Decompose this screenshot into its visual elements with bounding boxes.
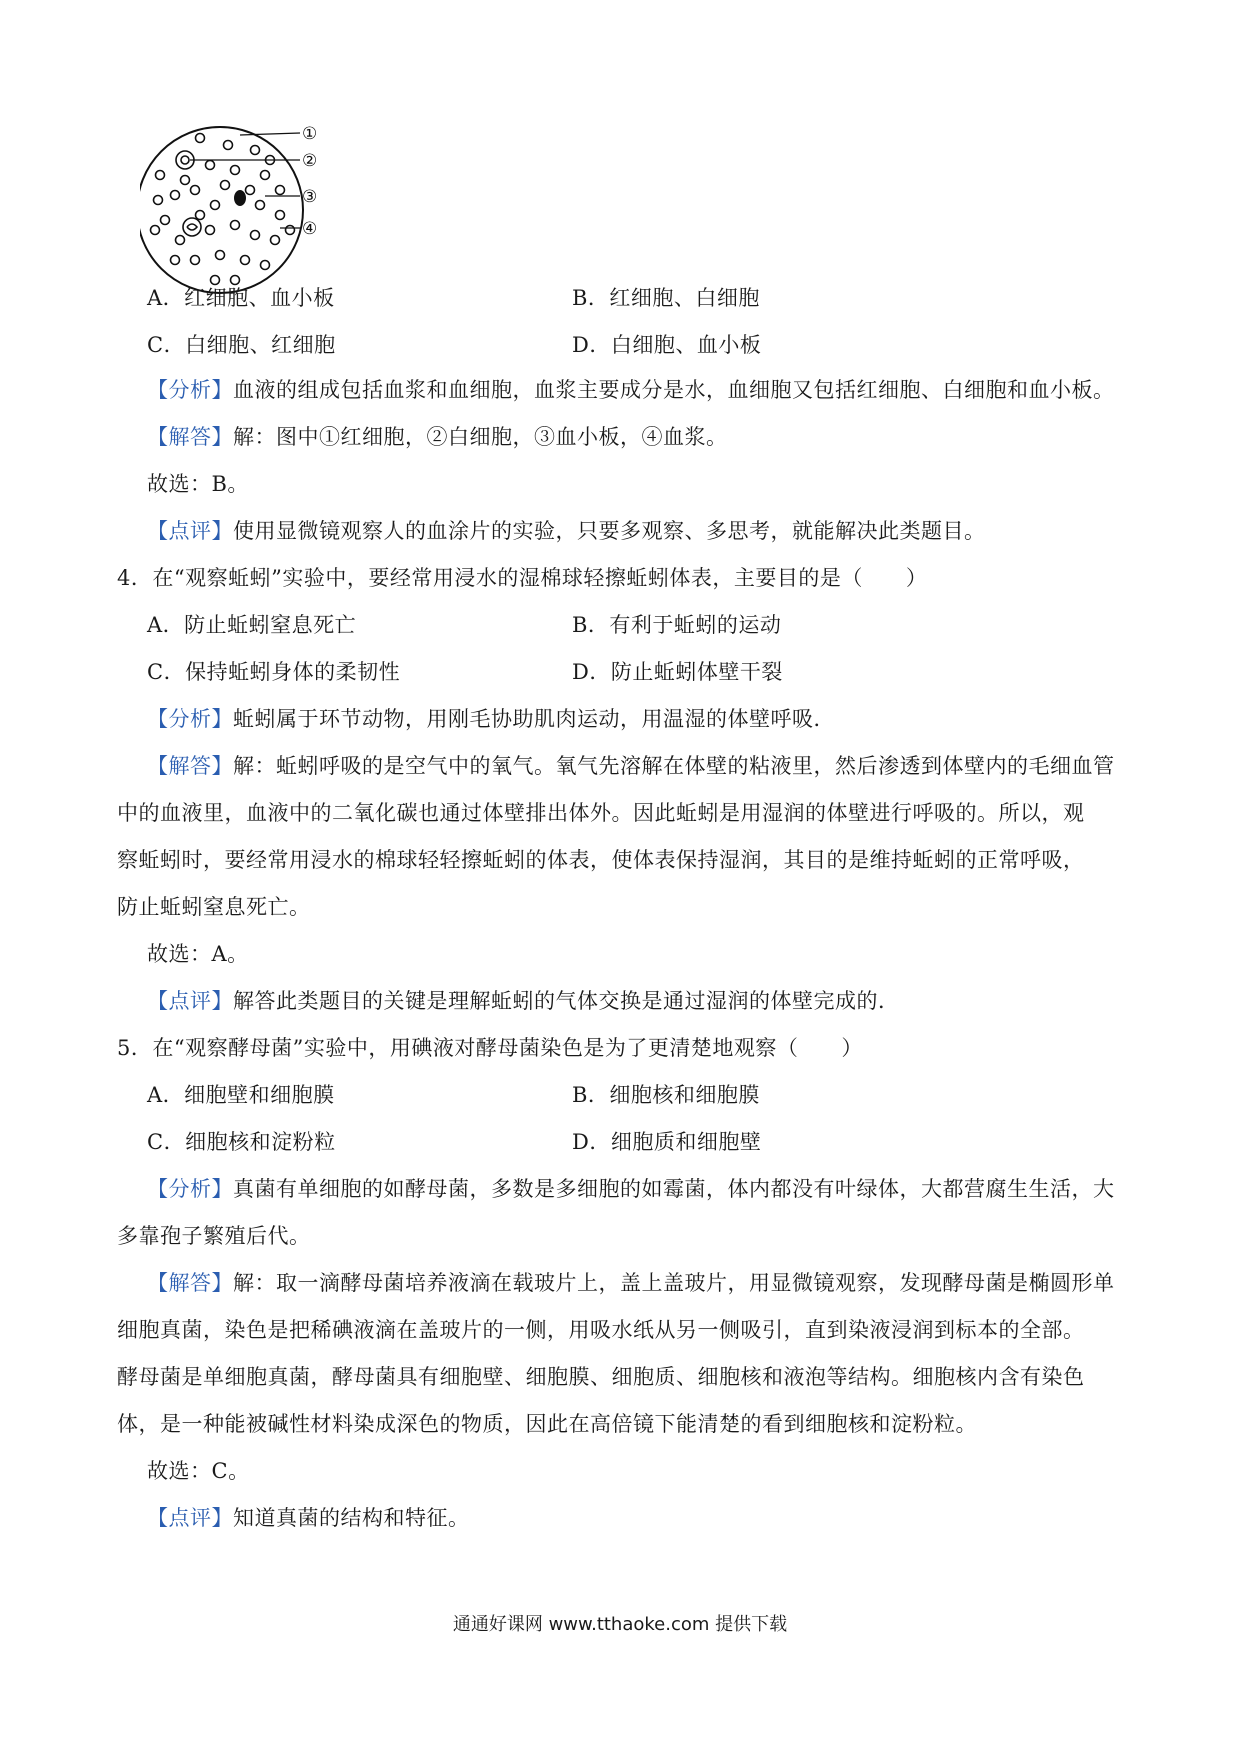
q5-option-a: A．细胞壁和细胞膜: [147, 1083, 335, 1107]
red-blood-cell: [276, 186, 285, 195]
q4-answer-line-2: 中的血液里，血液中的二氧化碳也通过体壁排出体外。因此蚯蚓是用湿润的体壁进行呼吸的。所以，观: [117, 801, 1085, 825]
red-blood-cell: [156, 171, 165, 180]
q4-comment-text: 解答此类题目的关键是理解蚯蚓的气体交换是通过湿润的体壁完成的．: [233, 989, 900, 1013]
q5-option-c: C．细胞核和淀粉粒: [147, 1130, 336, 1154]
q4-option-b: B．有利于蚯蚓的运动: [572, 613, 782, 637]
red-blood-cell: [286, 226, 295, 235]
red-blood-cell: [261, 171, 270, 180]
analysis-tag: 【分析】: [147, 378, 233, 402]
q5-choice: 故选：C。: [147, 1459, 250, 1483]
red-blood-cell: [271, 236, 280, 245]
q3-comment: [147, 516, 986, 546]
red-blood-cell: [154, 196, 163, 205]
red-blood-cell: [216, 251, 225, 260]
diagram-label-4: ④: [302, 219, 318, 239]
red-blood-cell: [171, 191, 180, 200]
red-blood-cell: [176, 236, 185, 245]
q4-analysis: [147, 704, 835, 734]
q4-stem: 4．在“观察蚯蚓”实验中，要经常用浸水的湿棉球轻擦蚯蚓体表，主要目的是（ ）: [117, 566, 928, 590]
q5-analysis-text-1: 真菌有单细胞的如酵母菌，多数是多细胞的如霉菌，体内都没有叶绿体，大都营腐生生活，大: [233, 1177, 1115, 1201]
red-blood-cell: [261, 261, 270, 270]
q3-choice: 故选：B。: [147, 472, 249, 496]
blood-smear-diagram: [140, 120, 400, 300]
red-blood-cell: [191, 186, 200, 195]
q5-analysis-line-1: [147, 1174, 1115, 1204]
q5-analysis-line-2: 多靠孢子繁殖后代。: [117, 1224, 311, 1248]
diagram-label-3: ③: [302, 187, 318, 207]
q5-answer-line-1: [147, 1268, 1115, 1298]
red-blood-cell: [206, 226, 215, 235]
q5-answer-text-1: 解：取一滴酵母菌培养液滴在载玻片上，盖上盖玻片，用显微镜观察，发现酵母菌是椭圆形单: [233, 1271, 1115, 1295]
q3-answer: [147, 422, 728, 452]
red-blood-cell: [241, 256, 250, 265]
answer-tag: 【解答】: [147, 754, 233, 778]
red-blood-cell: [231, 166, 240, 175]
q4-answer-line-3: 察蚯蚓时，要经常用浸水的棉球轻轻擦蚯蚓的体表，使体表保持湿润，其目的是维持蚯蚓的正常呼吸，: [117, 848, 1085, 872]
red-blood-cell: [251, 146, 260, 155]
red-blood-cell: [256, 201, 265, 210]
comment-tag: 【点评】: [147, 519, 233, 543]
q3-option-c: C．白细胞、红细胞: [147, 333, 336, 357]
red-blood-cell: [276, 211, 285, 220]
q3-comment-text: 使用显微镜观察人的血涂片的实验，只要多观察、多思考，就能解决此类题目。: [233, 519, 986, 543]
analysis-tag: 【分析】: [147, 1177, 233, 1201]
page-footer: 通通好课网 www.tthaoke.com 提供下载: [452, 1614, 788, 1635]
q3-analysis-text: 血液的组成包括血浆和血细胞，血浆主要成分是水，血细胞又包括红细胞、白细胞和血小板。: [233, 378, 1115, 402]
q5-comment: [147, 1503, 470, 1533]
analysis-tag: 【分析】: [147, 707, 233, 731]
red-blood-cells: [151, 134, 295, 285]
red-blood-cell: [246, 186, 255, 195]
q3-option-a: A．红细胞、血小板: [147, 286, 335, 310]
q3-option-b: B．红细胞、白细胞: [572, 286, 760, 310]
q4-comment: [147, 986, 900, 1016]
q5-option-d: D．细胞质和细胞壁: [572, 1130, 762, 1154]
comment-tag: 【点评】: [147, 1506, 233, 1530]
red-blood-cell: [151, 226, 160, 235]
q4-option-a: A．防止蚯蚓窒息死亡: [147, 613, 357, 637]
q3-option-d: D．白细胞、血小板: [572, 333, 762, 357]
diagram-label-2: ②: [302, 151, 318, 171]
q4-answer-line-4: 防止蚯蚓窒息死亡。: [117, 895, 311, 919]
answer-tag: 【解答】: [147, 425, 233, 449]
q4-answer-line-1: [147, 751, 1115, 781]
red-blood-cell: [206, 161, 215, 170]
red-blood-cell: [181, 176, 190, 185]
diagram-label-1: ①: [302, 124, 318, 144]
q5-answer-line-4: 体，是一种能被碱性材料染成深色的物质，因此在高倍镜下能清楚的看到细胞核和淀粉粒。: [117, 1412, 977, 1436]
answer-tag: 【解答】: [147, 1271, 233, 1295]
red-blood-cell: [211, 201, 220, 210]
q4-analysis-text: 蚯蚓属于环节动物，用刚毛协助肌肉运动，用温湿的体壁呼吸．: [233, 707, 835, 731]
red-blood-cell: [171, 256, 180, 265]
q3-analysis: [147, 375, 1115, 405]
red-blood-cell: [231, 221, 240, 230]
red-blood-cell: [224, 141, 233, 150]
q4-option-d: D．防止蚯蚓体壁干裂: [572, 660, 783, 684]
q5-answer-line-2: 细胞真菌，染色是把稀碘液滴在盖玻片的一侧，用吸水纸从另一侧吸引，直到染液浸润到标本的全部。: [117, 1318, 1085, 1342]
red-blood-cell: [196, 211, 205, 220]
q4-choice: 故选：A。: [147, 942, 249, 966]
q5-answer-line-3: 酵母菌是单细胞真菌，酵母菌具有细胞壁、细胞膜、细胞质、细胞核和液泡等结构。细胞核内含有染色: [117, 1365, 1085, 1389]
q4-option-c: C．保持蚯蚓身体的柔韧性: [147, 660, 401, 684]
blood-platelet-cluster: [234, 190, 246, 206]
red-blood-cell: [251, 231, 260, 240]
red-blood-cell: [161, 216, 170, 225]
q3-answer-text: 解：图中①红细胞，②白细胞，③血小板，④血浆。: [233, 425, 728, 449]
q5-stem: 5．在“观察酵母菌”实验中，用碘液对酵母菌染色是为了更清楚地观察（ ）: [117, 1036, 863, 1060]
red-blood-cell: [191, 256, 200, 265]
comment-tag: 【点评】: [147, 989, 233, 1013]
q5-comment-text: 知道真菌的结构和特征。: [233, 1506, 470, 1530]
q4-answer-text-1: 解：蚯蚓呼吸的是空气中的氧气。氧气先溶解在体壁的粘液里，然后渗透到体壁内的毛细血管: [233, 754, 1115, 778]
red-blood-cell: [221, 181, 230, 190]
q5-option-b: B．细胞核和细胞膜: [572, 1083, 760, 1107]
red-blood-cell: [196, 134, 205, 143]
